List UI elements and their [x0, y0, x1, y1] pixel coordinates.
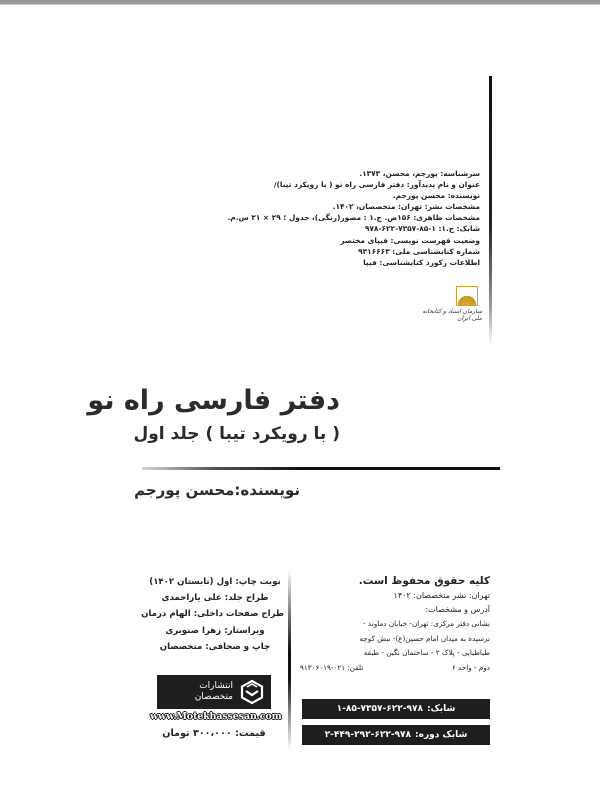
printing-binding: چاپ و صحافی: متخصصان: [159, 641, 271, 652]
cip-line-heading: سرشناسه: پورجم، محسن، ۱۳۷۳.: [359, 169, 480, 178]
top-bar-divider: [0, 4, 600, 5]
cip-vertical-rule: [489, 76, 492, 346]
rights-section: [300, 574, 490, 675]
title-divider: [142, 467, 500, 470]
isbn-label: شابک:: [426, 704, 456, 714]
publisher-logo: [157, 675, 271, 709]
publisher-logo-text: [195, 681, 233, 703]
book-author: نویسنده:محسن پورجم: [134, 481, 300, 499]
rights-heading: کلیه حقوق محفوظ است.: [358, 575, 490, 587]
cip-line-record-info: اطلاعات رکورد کتابشناسی: فیپا: [363, 257, 480, 267]
cip-line-title: عنوان و نام پدیدآور: دفتر فارسی راه نو ( با رویکرد تیبا)/ نویسنده: محسن پورجم.: [273, 180, 480, 201]
phone-number: تلفن: ۰۲۱-۹۱۳۰۶۰۱۹: [300, 662, 364, 672]
address-line: نشانی دفتر مرکزی: تهران- خیابان دماوند -: [363, 619, 490, 628]
book-title: دفتر فارسی راه نو: [87, 385, 340, 416]
isbn-box: [302, 699, 490, 719]
isbn-set-box: [302, 725, 490, 745]
cip-catalog-record: [227, 168, 480, 268]
page-designer: طراح صفحات داخلی: الهام درمان: [141, 609, 284, 620]
print-edition: نوبت چاپ: اول (تابستان ۱۴۰۲): [149, 577, 281, 587]
bottom-vertical-rule: [288, 570, 291, 750]
address-line: نرسیده به میدان امام حسین(ع)- نبش کوچه: [359, 633, 490, 643]
book-price: قیمت: ۳۰۰،۰۰۰ تومان: [162, 728, 266, 739]
national-library-logo: [418, 286, 482, 326]
library-logo-text: سازمان اسناد و کتابخانه ملی ایران: [422, 308, 482, 322]
publisher-logo-line1: انتشارات: [199, 681, 233, 691]
isbn-set-label: شابک دوره:: [415, 730, 468, 740]
address-heading: آدرس و مشخصات:: [425, 605, 490, 614]
address-unit: دوم - واحد ۶: [451, 662, 490, 672]
cover-designer: طراح جلد: علی یاراحمدی: [161, 593, 269, 604]
book-subtitle: ( با رویکرد تیبا ) جلد اول: [133, 424, 340, 444]
editor: ویراستار: زهرا صنوبری: [165, 625, 265, 636]
publisher-logo-line2: متخصصان: [194, 692, 233, 702]
address-last-row: [300, 661, 490, 676]
library-emblem-icon: [456, 286, 478, 306]
address-line: طباطبایی - پلاک ۲ - ساختمان نگین - طبقه: [363, 648, 490, 657]
isbn-value: ۱-۸۵-۷۳۵۷-۶۲۲-۹۷۸: [336, 704, 423, 714]
cip-line-status: وضعیت فهرست نویسی: فیپای مختصر: [340, 235, 480, 245]
cip-line-isbn: شابک: ج.۱: ۱-۸۵-۷۳۵۷-۶۲۲-۹۷۸: [364, 224, 480, 234]
publisher-line: تهران: نشر متخصصان: ۱۴۰۲: [393, 591, 490, 600]
cip-line-physical: مشخصات ظاهری: ۱۵۶ص. ج.۱ : مصور(رنگی)، جدول ؛ ۲۹ × ۲۱ س.م.: [227, 213, 480, 223]
publisher-website: www.Motekhassesan.com: [150, 711, 282, 722]
credits-section: [141, 574, 284, 655]
publisher-cube-icon: [239, 679, 265, 705]
cip-line-publication: مشخصات نشر: تهران: متخصصان، ۱۴۰۲.: [332, 202, 480, 212]
isbn-set-value: ۲-۴۴۹-۲۹۲-۶۲۲-۹۷۸: [324, 730, 412, 740]
cip-line-national-number: شماره کتابشناسی ملی: ۹۳۱۶۶۶۳: [358, 246, 480, 256]
